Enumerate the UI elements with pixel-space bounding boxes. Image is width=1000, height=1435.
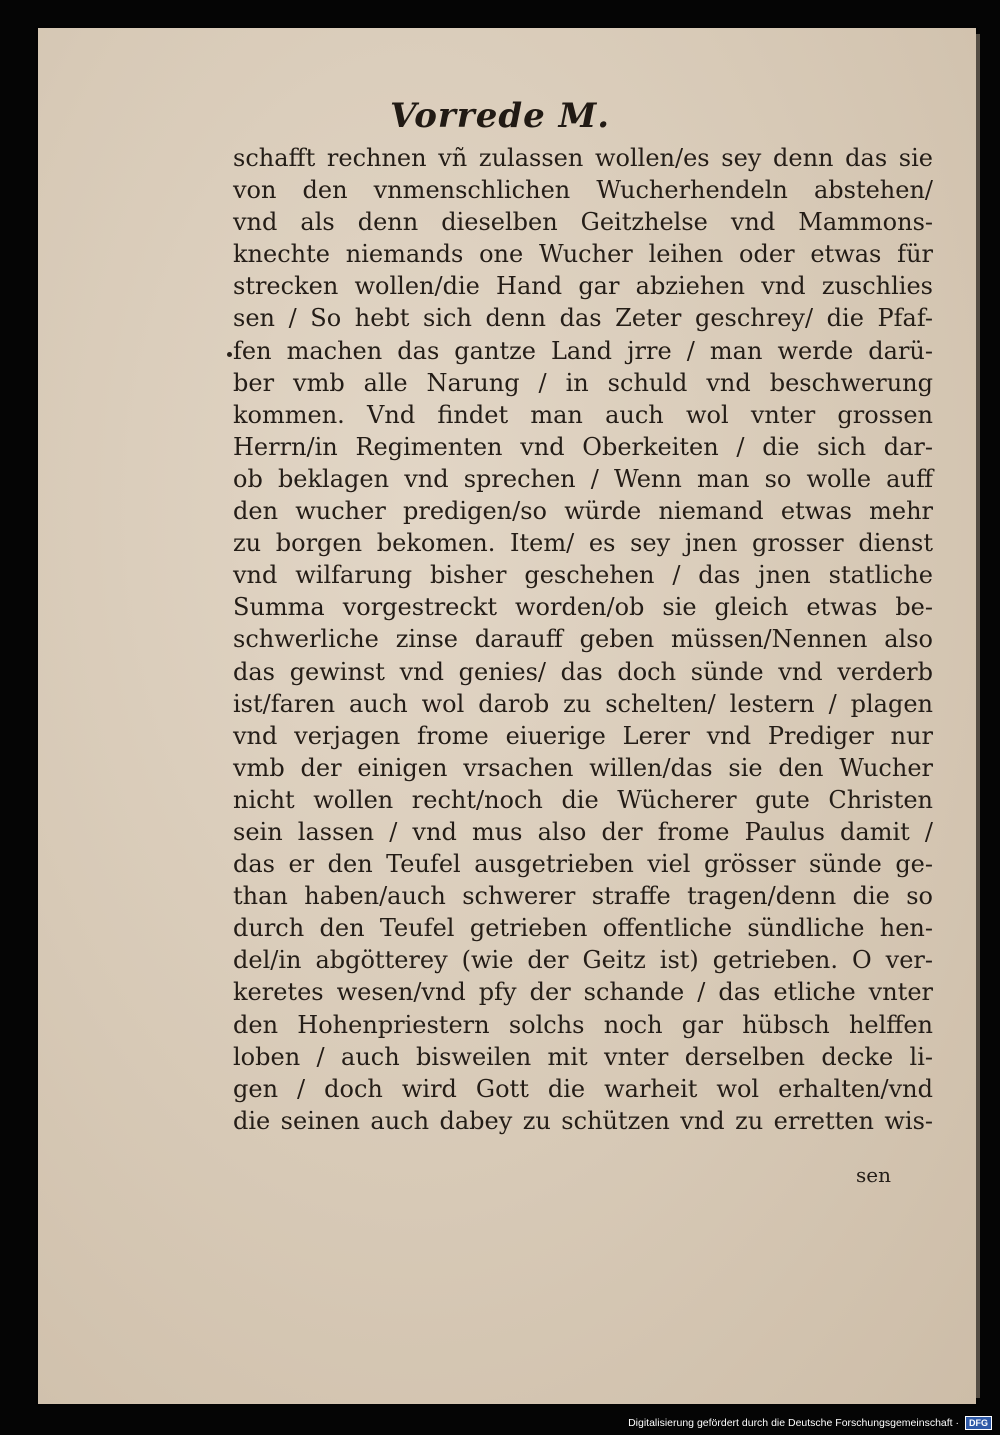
text-line: del/in abgötterey (wie der Geitz ist) getrieben. O ver- xyxy=(233,946,933,975)
text-line: vnd wilfarung bisher geschehen / das jnen statliche xyxy=(233,561,933,590)
body-text xyxy=(233,142,933,1137)
text-line: loben / auch bisweilen mit vnter derselben decke li- xyxy=(233,1042,933,1071)
text-line: vmb der einigen vrsachen willen/das sie den Wucher xyxy=(233,753,933,782)
text-line: ber vmb alle Narung / in schuld vnd beschwerung xyxy=(233,368,933,397)
text-line: schwerliche zinse darauff geben müssen/Nennen also xyxy=(233,625,933,654)
text-line: fen machen das gantze Land jrre / man werde darü- xyxy=(233,336,933,365)
page-edge xyxy=(976,34,980,1398)
text-line: sein lassen / vnd mus also der frome Paulus damit / xyxy=(233,817,933,846)
margin-mark xyxy=(227,352,232,357)
text-line: vnd verjagen frome eiuerige Lerer vnd Prediger nur xyxy=(233,721,933,750)
text-line: durch den Teufel getrieben offentliche sündliche hen- xyxy=(233,914,933,943)
catchword: sen xyxy=(856,1163,891,1187)
funding-notice: Digitalisierung gefördert durch die Deutsche Forschungsgemeinschaft · xyxy=(628,1417,959,1429)
running-head: Vorrede M. xyxy=(389,96,611,136)
footer-bar xyxy=(628,1411,1000,1435)
text-line: die seinen auch dabey zu schützen vnd zu erretten wis- xyxy=(233,1106,933,1135)
text-line: den Hohenpriestern solchs noch gar hübsch helffen xyxy=(233,1010,933,1039)
text-line: than haben/auch schwerer straffe tragen/denn die so xyxy=(233,882,933,911)
text-line: das gewinst vnd genies/ das doch sünde vnd verderb xyxy=(233,657,933,686)
text-line: ist/faren auch wol darob zu schelten/ lestern / plagen xyxy=(233,689,933,718)
text-line: sen / So hebt sich denn das Zeter geschrey/ die Pfaf- xyxy=(233,304,933,333)
text-line: gen / doch wird Gott die warheit wol erhalten/vnd xyxy=(233,1074,933,1103)
text-line: das er den Teufel ausgetrieben viel grösser sünde ge- xyxy=(233,850,933,879)
text-line: zu borgen bekomen. Item/ es sey jnen grosser dienst xyxy=(233,529,933,558)
text-line: nicht wollen recht/noch die Wücherer gute Christen xyxy=(233,785,933,814)
dfg-logo: DFG xyxy=(965,1416,992,1430)
text-line: knechte niemands one Wucher leihen oder etwas für xyxy=(233,240,933,269)
text-line: Herrn/in Regimenten vnd Oberkeiten / die sich dar- xyxy=(233,432,933,461)
text-line: Summa vorgestreckt worden/ob sie gleich etwas be- xyxy=(233,593,933,622)
text-line: vnd als denn dieselben Geitzhelse vnd Mammons- xyxy=(233,208,933,237)
text-line: keretes wesen/vnd pfy der schande / das etliche vnter xyxy=(233,978,933,1007)
text-line: den wucher predigen/so würde niemand etwas mehr xyxy=(233,497,933,526)
text-line: kommen. Vnd findet man auch wol vnter grossen xyxy=(233,400,933,429)
text-line: strecken wollen/die Hand gar abziehen vnd zuschlies xyxy=(233,272,933,301)
text-line: von den vnmenschlichen Wucherhendeln abstehen/ xyxy=(233,176,933,205)
text-line: schafft rechnen vñ zulassen wollen/es sey denn das sie xyxy=(233,144,933,172)
text-line: ob beklagen vnd sprechen / Wenn man so wolle auff xyxy=(233,464,933,493)
